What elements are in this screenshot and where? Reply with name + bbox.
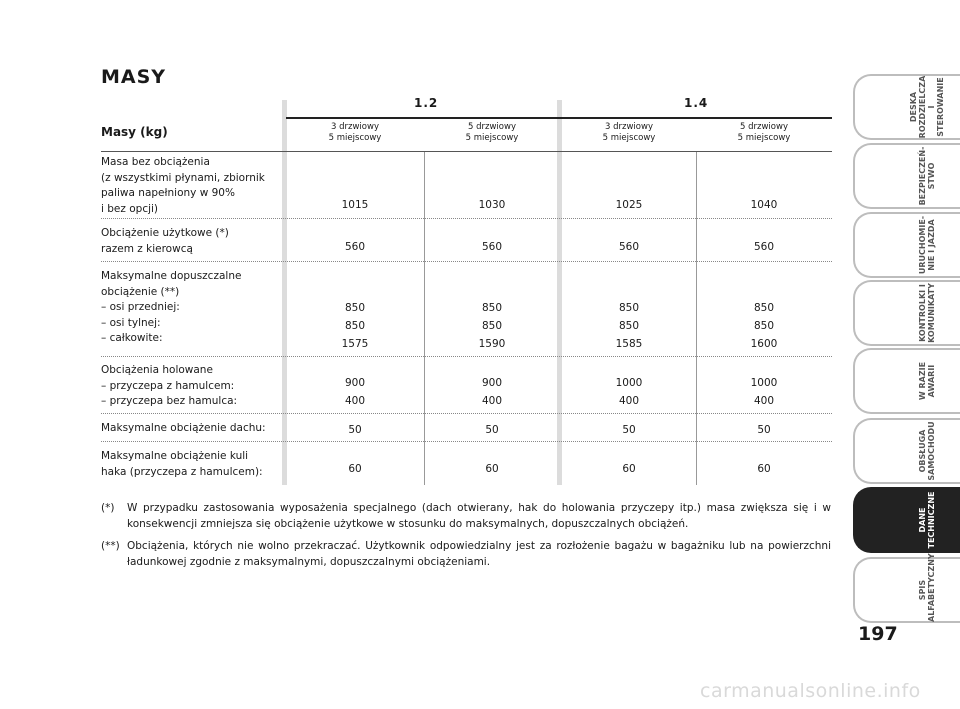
cell-value: 1040 [750,199,778,211]
column-header-seats: 5 miejscowy [328,133,382,143]
row-label-line: Maksymalne obciążenie dachu: [101,422,266,434]
side-tab-label: DESKA ROZDZIELCZA I STEROWANIE [909,75,945,139]
side-tab-label: DANE TECHNICZNE [918,491,936,549]
side-tab[interactable] [853,487,960,553]
cell-value: 50 [485,424,499,436]
row-separator [101,441,832,442]
row-separator [101,218,832,219]
table-cell [569,299,689,353]
side-tab[interactable] [853,74,960,140]
row-label-line: Masa bez obciążenia [101,156,210,168]
cell-value: 60 [622,463,636,475]
cell-value: 50 [348,424,362,436]
row-label-line: paliwa napełniony w 90% [101,187,235,199]
row-separator [101,261,832,262]
row-label-line: – przyczepa z hamulcem: [101,379,235,392]
column-header [432,122,552,144]
table-cell [569,196,689,214]
footnote-text: Obciążenia, których nie wolno przekraczać. Użytkownik odpowiedzialny jest za rozłożenie bagażu w bagażniku lub na powierzchni ładunkowej zgodnie z maksymalnymi, dopuszczalnymi obciążeniami. [127,540,831,568]
column-header-doors: 5 drzwiowy [740,122,788,132]
cell-value: 560 [344,241,366,253]
table-cell [704,460,824,478]
table-cell [704,196,824,214]
side-tab-label: OBSŁUGA SAMOCHODU [918,421,936,481]
column-header-seats: 5 miejscowy [465,133,519,143]
cell-value: 850 [618,320,640,332]
cell-value: 1590 [478,338,506,350]
table-cell [704,299,824,353]
side-tab-label: KONTROLKI I KOMUNIKATY [918,283,936,343]
side-tab-label: SPIS ALFABETYCZNY [918,553,936,622]
row-separator [101,356,832,357]
row-label [101,155,265,217]
cell-value: 850 [344,302,366,314]
table-cell [432,460,552,478]
row-label-line: razem z kierowcą [101,242,193,255]
footnote [101,500,831,532]
table-cell [432,238,552,256]
row-label-line: Obciążenie użytkowe (*) [101,227,229,239]
table-cell [704,374,824,410]
side-tab[interactable] [853,553,960,623]
cell-value: 560 [618,241,640,253]
cell-value: 400 [753,395,775,407]
table-cell [295,421,415,439]
cell-value: 1600 [750,338,778,350]
watermark: carmanualsonline.info [700,680,921,702]
column-divider [696,152,697,485]
table-cell [569,460,689,478]
cell-value: 400 [618,395,640,407]
row-label [101,449,263,480]
cell-value: 400 [344,395,366,407]
footnote-mark: (*) [101,502,115,514]
column-divider [424,152,425,485]
side-tab-label: BEZPIECZEŃ-STWO [918,146,936,206]
row-label-line: i bez opcji) [101,202,159,215]
column-header-doors: 3 drzwiowy [331,122,379,132]
table-cell [569,374,689,410]
side-tab-label: URUCHOMIE-NIE I JAZDA [918,215,936,275]
cell-value: 50 [622,424,636,436]
column-header-doors: 5 drzwiowy [468,122,516,132]
footnote-text: W przypadku zastosowania wyposażenia specjalnego (dach otwierany, hak do holowania przyczepy itp.) masa zwiększa się i w konsekwencji zmniejsza się obciążenie użytkowe w stosunku do maksymalnych, dopuszczalnych obciążeń. [127,502,831,530]
footnote-mark: (**) [101,540,120,552]
table-header-label: Masy (kg) [101,125,168,139]
row-label-line: obciążenie (**) [101,285,180,298]
row-label-line: (z wszystkimi płynami, zbiornik [101,171,265,184]
table-header-rule [101,151,832,152]
engine-divider-1 [282,100,287,485]
row-label [101,363,237,410]
row-label-line: – osi przedniej: [101,301,180,313]
column-header [295,122,415,144]
page-title: MASY [101,66,167,88]
row-label-line: haka (przyczepa z hamulcem): [101,465,263,478]
side-tab[interactable] [853,280,960,346]
side-tab[interactable] [853,143,960,209]
column-header [569,122,689,144]
cell-value: 850 [618,302,640,314]
row-label-line: – osi tylnej: [101,316,161,329]
table-cell [295,299,415,353]
cell-value: 60 [757,463,771,475]
cell-value: 400 [481,395,503,407]
cell-value: 850 [344,320,366,332]
row-separator [101,413,832,414]
column-header-seats: 5 miejscowy [602,133,656,143]
cell-value: 1000 [750,377,778,389]
table-cell [432,196,552,214]
table-cell [295,238,415,256]
cell-value: 850 [753,320,775,332]
row-label-line: – przyczepa bez hamulca: [101,395,238,407]
table-top-rule [286,117,832,119]
cell-value: 850 [481,302,503,314]
row-label-line: Maksymalne dopuszczalne [101,270,242,282]
cell-value: 850 [753,302,775,314]
table-cell [432,374,552,410]
cell-value: 560 [481,241,503,253]
table-cell [704,238,824,256]
column-header-doors: 3 drzwiowy [605,122,653,132]
column-header [704,122,824,144]
cell-value: 560 [753,241,775,253]
table-cell [704,421,824,439]
cell-value: 60 [348,463,362,475]
cell-value: 850 [481,320,503,332]
engine-label-1-4: 1.4 [684,96,709,110]
cell-value: 900 [481,377,503,389]
row-label-line: Obciążenia holowane [101,364,213,376]
row-label-line: – całkowite: [101,332,163,344]
side-tab[interactable] [853,418,960,484]
side-tab[interactable] [853,212,960,278]
row-label [101,421,266,437]
row-label-line: Maksymalne obciążenie kuli [101,450,249,462]
table-cell [295,374,415,410]
table-cell [569,238,689,256]
cell-value: 1025 [615,199,643,211]
cell-value: 60 [485,463,499,475]
footnote [101,538,831,570]
row-label [101,269,241,347]
table-cell [569,421,689,439]
cell-value: 1585 [615,338,643,350]
cell-value: 1030 [478,199,506,211]
side-tab[interactable] [853,348,960,414]
side-tab-label: W RAZIE AWARII [918,361,936,401]
page-number: 197 [858,623,898,645]
cell-value: 50 [757,424,771,436]
engine-label-1-2: 1.2 [414,96,439,110]
cell-value: 1000 [615,377,643,389]
cell-value: 900 [344,377,366,389]
table-cell [432,299,552,353]
table-cell [295,460,415,478]
column-header-seats: 5 miejscowy [737,133,791,143]
engine-divider-2 [557,100,562,485]
table-cell [432,421,552,439]
cell-value: 1575 [341,338,369,350]
cell-value: 1015 [341,199,369,211]
row-label [101,226,229,257]
table-cell [295,196,415,214]
